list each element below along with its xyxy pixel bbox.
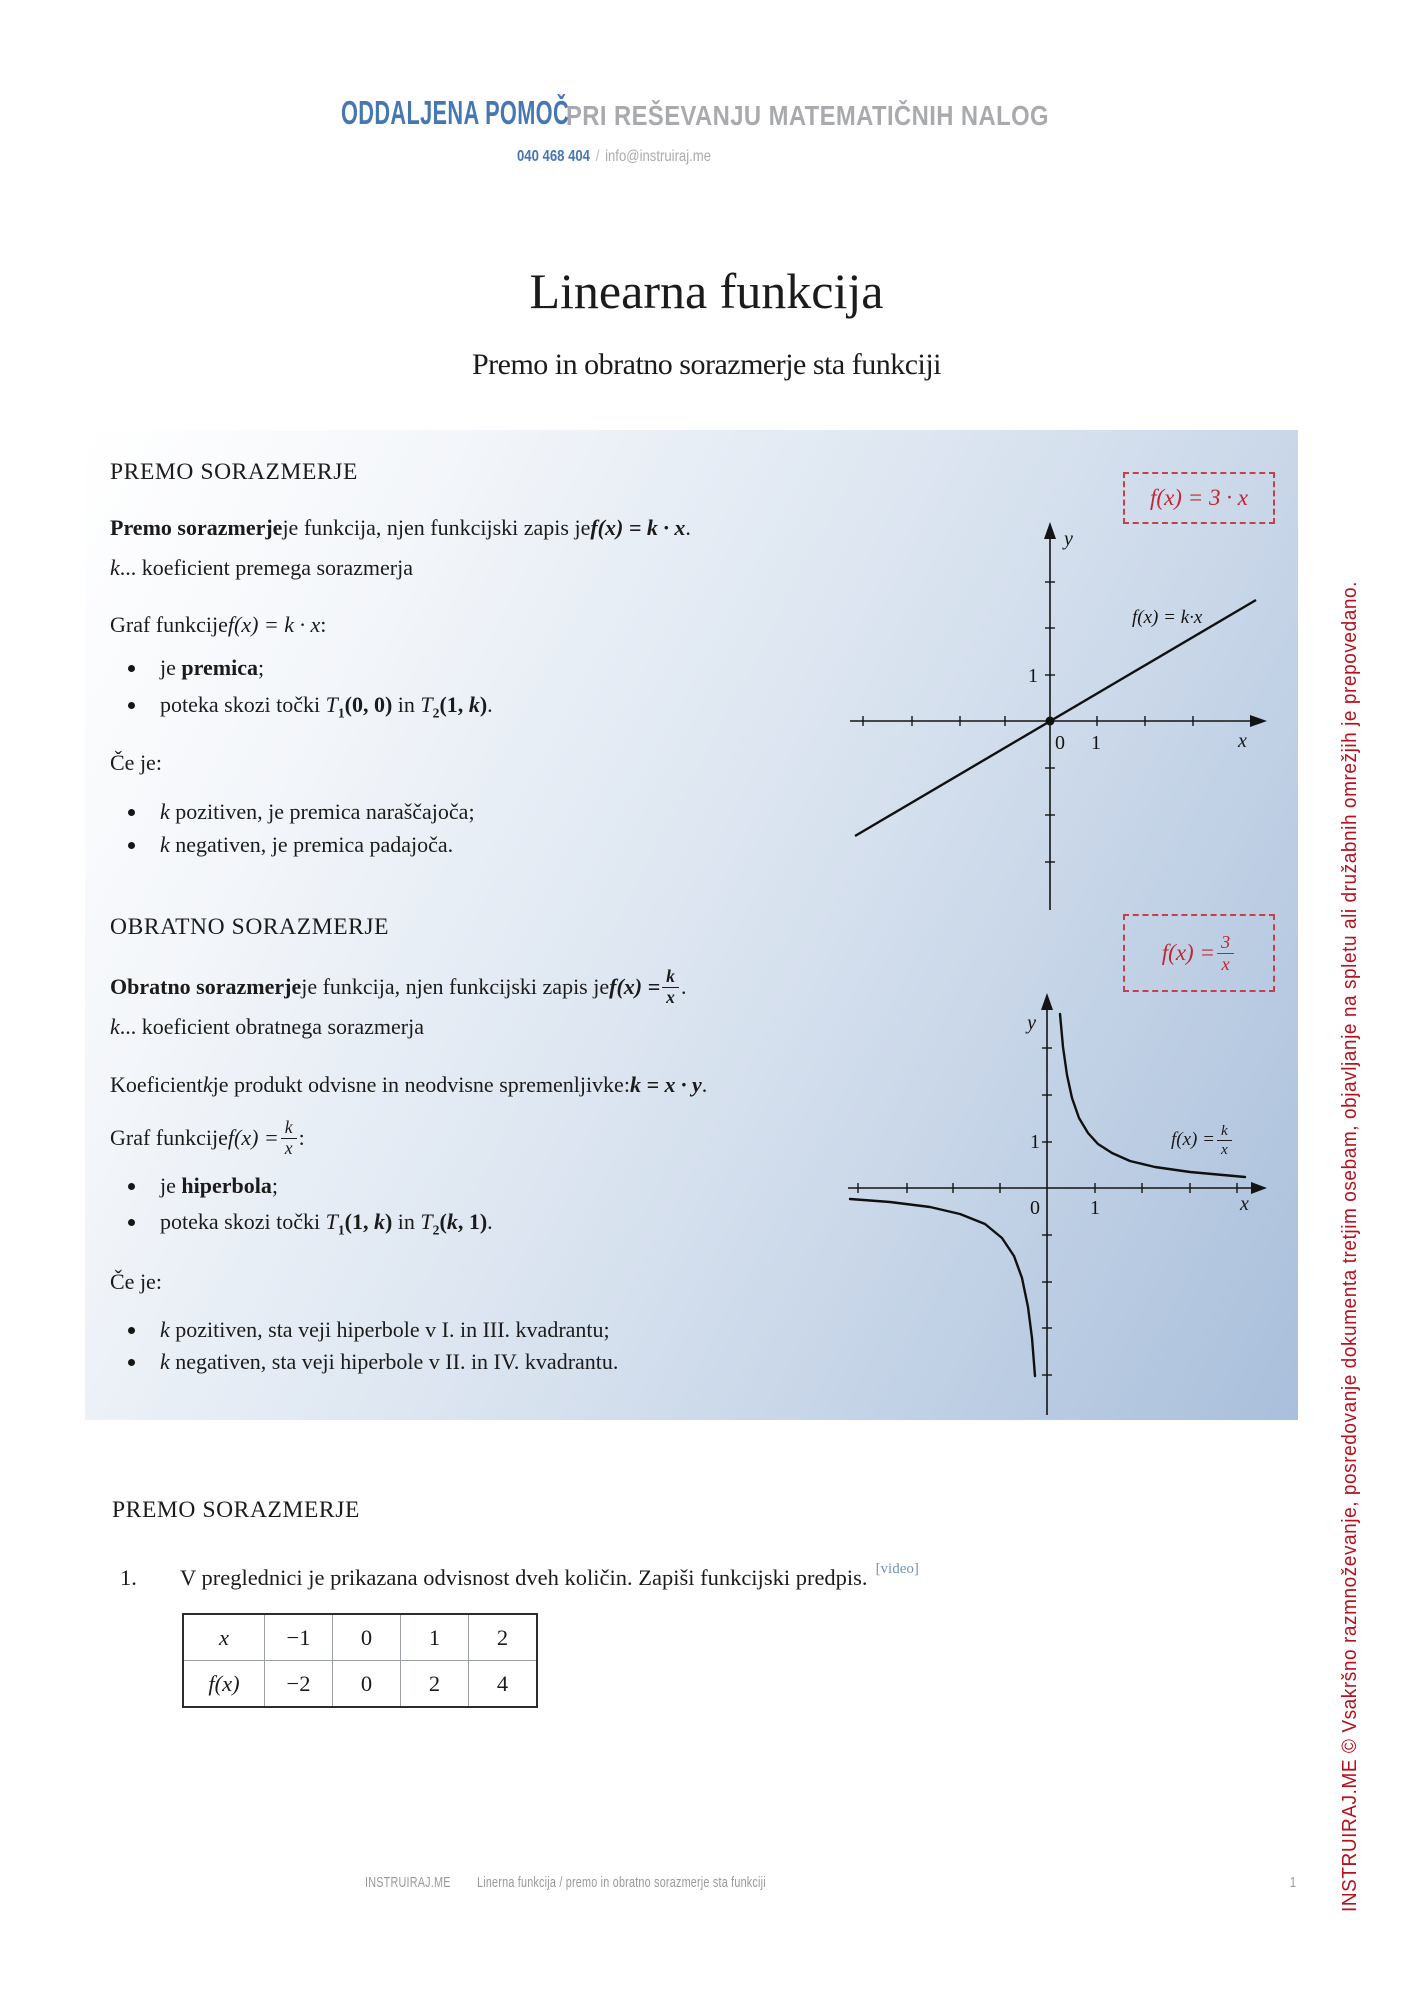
line-curve [855,600,1256,836]
direct-example-formula-badge: f(x) = 3 · x [1123,472,1275,524]
bullet-icon [128,1219,135,1226]
y-axis-arrow-icon [1041,993,1053,1010]
inverse-coefficient-note: k ... koeficient obratnega sorazmerja [110,1014,424,1039]
direct-condition-intro: Če je: [110,750,162,775]
origin-label: 0 [1055,732,1065,754]
table-cell: 2 [401,1661,469,1708]
phone-number: 040 468 404 [517,148,590,165]
table-cell: −2 [265,1661,333,1708]
table-cell: f(x) [183,1661,265,1708]
page-title: Linearna funkcija [529,263,884,319]
inverse-condition-bullet: k pozitiven, sta veji hiperbole v I. in III. kvadrantu; [128,1316,610,1344]
bullet-icon [128,702,135,709]
direct-proportion-graph [840,520,1280,915]
y-axis-label: y [1027,1012,1036,1034]
inverse-example-formula-badge: f(x) = $\frac{3}{x}$ [1123,914,1275,992]
curve-equation-label: f(x) = k·x [1132,607,1203,628]
inverse-section-heading: OBRATNO SORAZMERJE [110,913,390,940]
inverse-definition: Obratno sorazmerje je funkcija, njen funkcijski zapis je f(x) = $\frac{k}{x}$ . [110,965,687,1007]
x-axis-label: x [1240,1193,1249,1215]
y-axis-label: y [1064,528,1073,550]
y-one-label: 1 [1030,1131,1040,1153]
x-one-label: 1 [1091,732,1101,754]
bullet-icon [128,665,135,672]
bullet-icon [128,1327,135,1334]
direct-definition: Premo sorazmerje je funkcija, njen funkcijski zapis je f(x) = k · x . [110,515,691,540]
inverse-product-note: Koeficient k je produkt odvisne in neodvisne spremenljivke: k = x · y . [110,1072,708,1097]
x-axis-arrow-icon [1250,715,1267,727]
origin-label: 0 [1030,1197,1040,1219]
y-axis-arrow-icon [1044,522,1056,539]
bullet-icon [128,842,135,849]
table-cell: −1 [265,1614,333,1661]
table-cell: 1 [401,1614,469,1661]
table-cell: 0 [333,1614,401,1661]
origin-point [1046,717,1055,726]
curve-equation-label: f(x) = $\frac{k}{x}$ [1171,1118,1234,1162]
footer-brand: INSTRUIRAJ.ME [365,1874,451,1891]
direct-graph-bullet: poteka skozi točki $T_1(0$, 0) in $T_2(1$, k). [128,691,493,719]
bullet-icon [128,1359,135,1366]
bullet-icon [128,809,135,816]
direct-condition-bullet: k negativen, je premica padajoča. [128,831,453,859]
table-row [183,1614,537,1661]
exercise-item [120,1560,919,1592]
direct-graph-bullet: je premica; [128,654,264,682]
x-axis-label: x [1238,730,1247,752]
table-cell: 4 [469,1661,538,1708]
inverse-condition-intro: Če je: [110,1269,162,1294]
exercise-table [182,1613,538,1708]
exercise-number: 1. [120,1565,137,1590]
hyperbola-branch-q3 [850,1199,1035,1376]
table-cell: 0 [333,1661,401,1708]
theory-box [85,430,1298,1420]
x-axis-arrow-icon [1251,1182,1267,1194]
x-one-label: 1 [1090,1197,1100,1219]
inverse-condition-bullet: k negativen, sta veji hiperbole v II. in IV. kvadrantu. [128,1348,618,1376]
video-link[interactable]: [video] [875,1560,919,1577]
table-cell: x [183,1614,265,1661]
email-address: info@instruiraj.me [605,148,712,165]
footer-page-number: 1 [1290,1874,1297,1891]
footer-doc-title: Linerna funkcija / premo in obratno sorazmerje sta funkciji [477,1874,766,1891]
direct-coefficient-note: k ... koeficient premega sorazmerja [110,555,413,580]
inverse-proportion-graph [840,985,1280,1420]
y-one-label: 1 [1028,665,1038,687]
bullet-icon [128,1183,135,1190]
direct-section-heading: PREMO SORAZMERJE [110,458,358,485]
table-row [183,1661,537,1708]
exercises-section-heading: PREMO SORAZMERJE [112,1496,360,1523]
direct-graph-intro: Graf funkcije f(x) = k · x : [110,612,327,637]
contact-line [517,148,711,166]
copyright-side-note: INSTRUIRAJ.ME © Vsakršno razmnoževanje, posredovanje dokumenta tretjim osebam, objavljanje na spletu ali družabnih omrežjih je prepovedano. [1339,581,1361,1913]
inverse-graph-bullet: poteka skozi točki $T_1(1$, k) in $T_2(k$, 1). [128,1208,493,1236]
inverse-graph-intro: Graf funkcije f(x) = $\frac{k}{x}$ : [110,1116,305,1158]
page-subtitle: Premo in obratno sorazmerje sta funkciji [471,348,942,381]
brand-tagline: PRI REŠEVANJU MATEMATIČNIH NALOG [566,100,1049,131]
inverse-graph-bullet: je hiperbola; [128,1172,278,1200]
brand-logo-text: ODDALJENA POMOČ [341,94,570,131]
exercise-text: V preglednici je prikazana odvisnost dveh količin. Zapiši funkcijski predpis. [180,1565,868,1590]
table-cell: 2 [469,1614,538,1661]
contact-separator: / [595,148,600,165]
axes [848,1007,1253,1415]
direct-condition-bullet: k pozitiven, je premica naraščajoča; [128,798,475,826]
